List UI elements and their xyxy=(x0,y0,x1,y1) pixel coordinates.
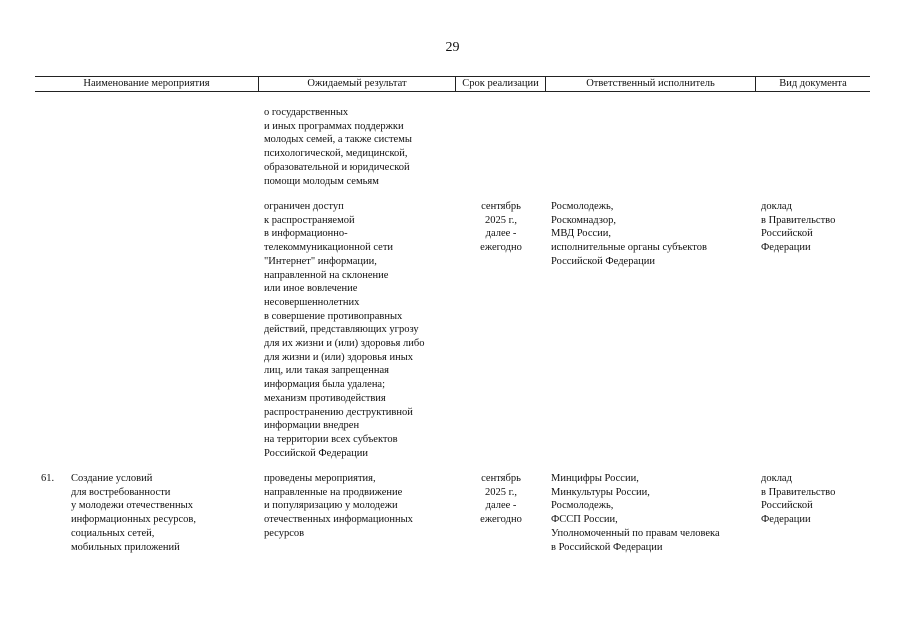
row-61-deadline: сентябрь 2025 г., далее - ежегодно xyxy=(480,473,522,526)
header-deadline: Срок реализации xyxy=(456,77,546,91)
header-name: Наименование мероприятия xyxy=(35,77,259,91)
row-a-document: доклад в Правительство Российской Федерации xyxy=(761,201,836,254)
continuation-result: о государственных и иных программах поддержки молодых семей, а также системы психологической, медицинской, образовательной и юридической помощи молодым семьям xyxy=(264,107,412,187)
row-a-responsible: Росмолодежь, Роскомнадзор, МВД России, исполнительные органы субъектов Российской Федерации xyxy=(551,201,707,267)
row-a-deadline: сентябрь 2025 г., далее - ежегодно xyxy=(480,201,522,254)
page-number: 29 xyxy=(445,40,460,55)
header-result: Ожидаемый результат xyxy=(259,77,456,91)
row-61-number: 61. xyxy=(41,473,55,484)
row-61-name: Создание условий для востребованности у молодежи отечественных информационных ресурсов, социальных сетей, мобильных приложений xyxy=(71,473,196,553)
header-document: Вид документа xyxy=(779,78,847,89)
row-61-result: проведены мероприятия, направленные на продвижение и популяризацию у молодежи отечественных информационных ресурсов xyxy=(264,473,413,539)
table-header xyxy=(35,76,870,92)
row-61-responsible: Минцифры России, Минкультуры России, Росмолодежь, ФССП России, Уполномоченный по правам человека в Российской Федерации xyxy=(551,473,720,553)
row-61-document: доклад в Правительство Российской Федерации xyxy=(761,473,836,526)
header-responsible: Ответственный исполнитель xyxy=(546,77,756,91)
row-a-result: ограничен доступ к распространяемой в информационно- телекоммуникационной сети "Интернет" информации, направленной на склонение или иное вовлечение несовершеннолетних в совершение противоправных действий, представляющих угрозу для их жизни и (или) здоровья либо для жизни и (или) здоровья иных лиц, или такая запрещенная информация была удалена; механизм противодействия распространению деструктивной информации внедрен на территории всех субъектов Российской Федерации xyxy=(264,201,425,459)
